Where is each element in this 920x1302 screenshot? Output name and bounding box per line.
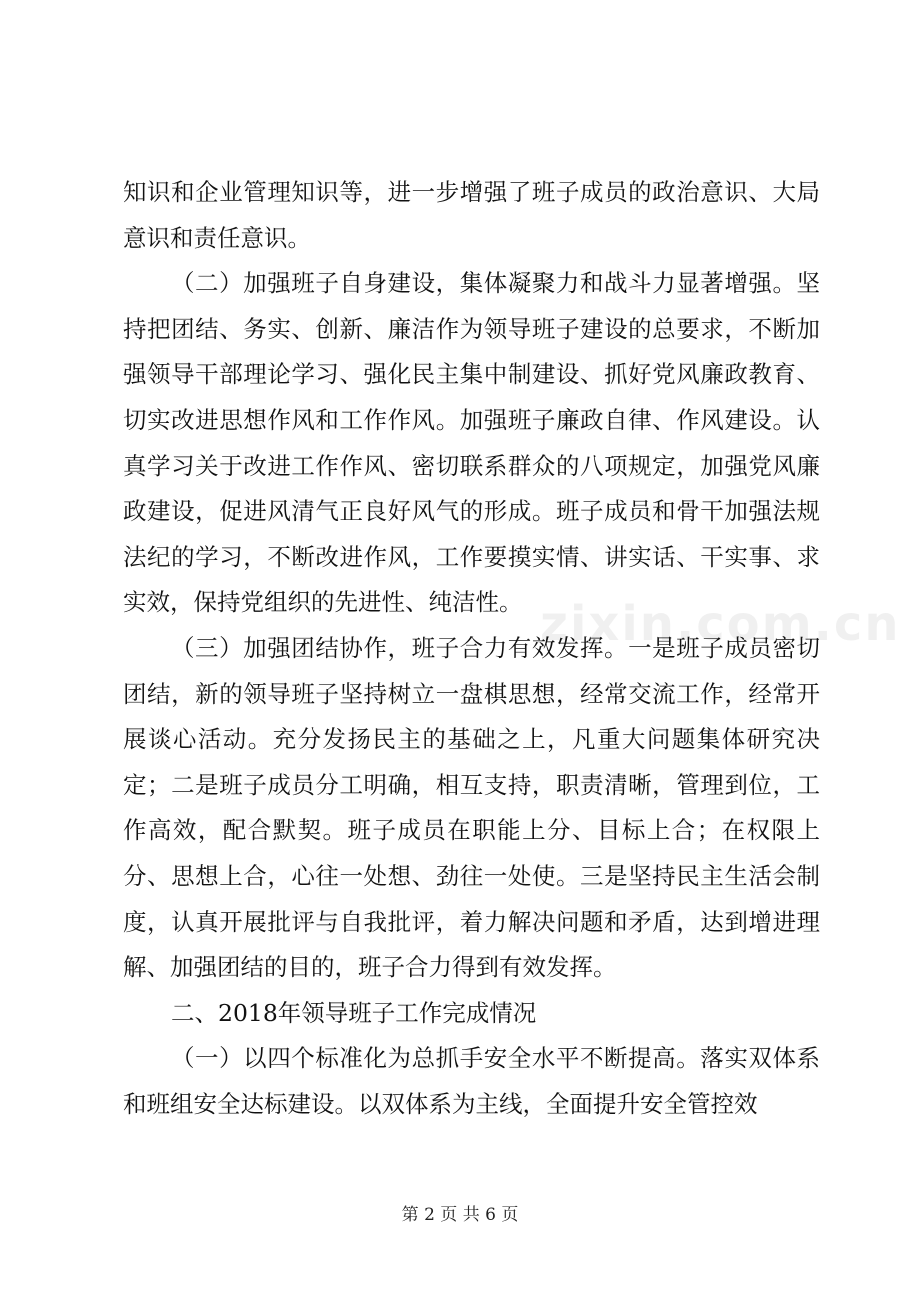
watermark: zixin.com.cn xyxy=(540,596,901,652)
page-number-footer: 第 2 页 共 6 页 xyxy=(401,1205,519,1225)
section-heading: 二、2018年领导班子工作完成情况 xyxy=(171,998,537,1027)
paragraph-3: （三）加强团结协作，班子合力有效发挥。一是班子成员密切团结，新的领导班子坚持树立一盘棋思想，经常交流工作，经常开展谈心活动。充分发扬民主的基础之上，凡重大问题集体研究决定；二是班子成员分工明确，相互支持，职责清晰，管理到位，工作高效，配合默契。班子成员在职能上分、目标上合；在权限上分、思想上合，心往一处想、劲往一处使。三是坚持民主生活会制度，认真开展批评与自我批评，着力解决问题和矛盾，达到增进理解、加强团结的目的，班子合力得到有效发挥。 xyxy=(123,633,820,982)
paragraph-1: 知识和企业管理知识等，进一步增强了班子成员的政治意识、大局意识和责任意识。 xyxy=(123,178,820,252)
paragraph-2: （二）加强班子自身建设，集体凝聚力和战斗力显著增强。坚持把团结、务实、创新、廉洁作为领导班子建设的总要求，不断加强领导干部理论学习、强化民主集中制建设、抓好党风廉政教育、切实改进思想作风和工作作风。加强班子廉政自律、作风建设。认真学习关于改进工作作风、密切联系群众的八项规定，加强党风廉政建设，促进风清气正良好风气的形成。班子成员和骨干加强法规法纪的学习，不断改进作风，工作要摸实情、讲实话、干实事、求实效，保持党组织的先进性、纯洁性。 xyxy=(123,269,820,617)
document-body xyxy=(123,170,820,1127)
paragraph-4: （一）以四个标准化为总抓手安全水平不断提高。落实双体系和班组安全达标建设。以双体系为主线，全面提升安全管控效 xyxy=(123,1044,820,1118)
